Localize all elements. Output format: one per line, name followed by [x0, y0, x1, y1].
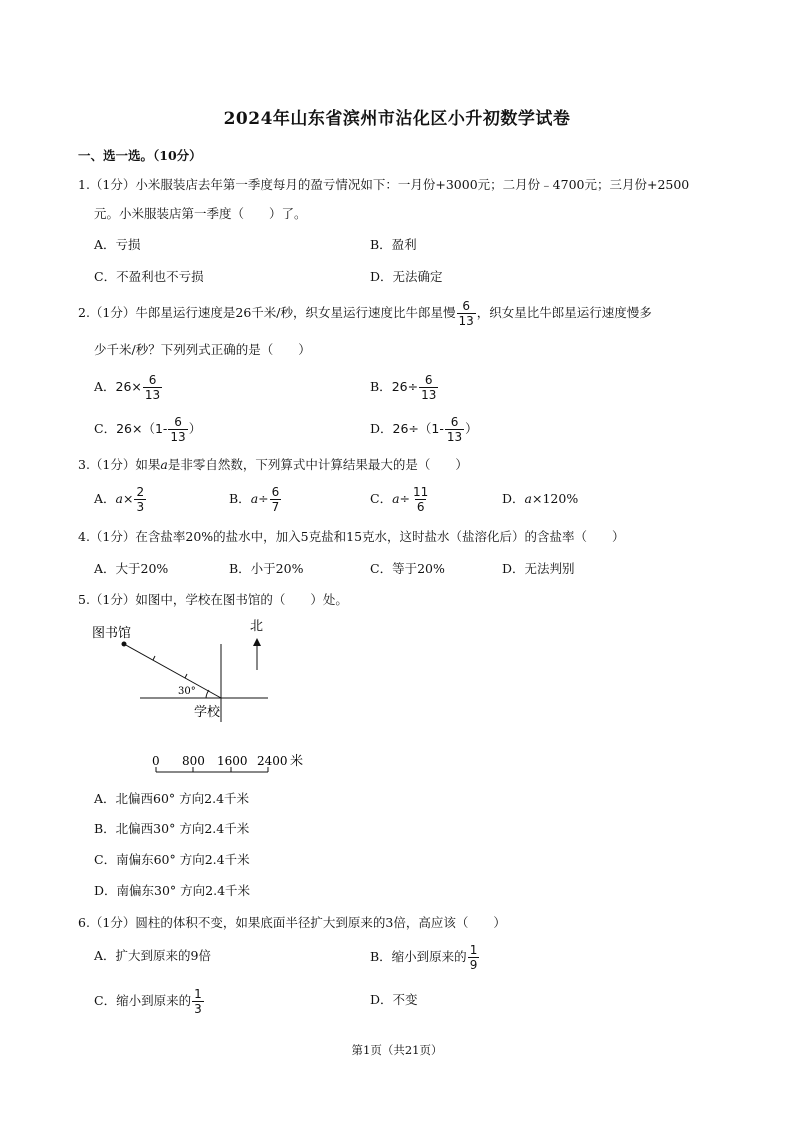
scale-label-1600: 1600	[217, 754, 248, 768]
fraction-numerator: 1	[469, 943, 478, 957]
close-paren: ）	[465, 421, 478, 436]
fraction-denominator: 9	[469, 958, 478, 972]
fraction-denominator: 13	[446, 430, 463, 444]
option-variable: a	[115, 491, 123, 506]
question-1-text-cont: 元。小米服装店第一季度（ ）了。	[94, 206, 307, 221]
distance-tick	[153, 656, 155, 660]
option-fraction	[143, 373, 162, 402]
library-school-line	[124, 644, 221, 698]
question-6-text: 6.（1分）圆柱的体积不变，如果底面半径扩大到原来的3倍，高应该（ ）	[78, 915, 506, 930]
option-text: B．缩小到原来的	[370, 949, 467, 964]
q4-option-a[interactable]: A．大于20%	[94, 561, 169, 576]
option-operator: ×120%	[531, 491, 579, 506]
q1-option-c[interactable]: C．不盈利也不亏损	[94, 269, 204, 284]
fraction-denominator: 7	[271, 500, 280, 514]
fraction-numerator: 6	[271, 485, 280, 499]
option-label: B．	[229, 491, 251, 506]
question-4-text: 4.（1分）在含盐率20%的盐水中，加入5克盐和15克水，这时盐水（盐溶化后）的含盐率（ ）	[78, 529, 625, 544]
option-label: A．	[94, 491, 116, 506]
fraction-denominator: 13	[144, 388, 161, 402]
option-label: D．	[502, 491, 525, 506]
page-footer: 第1页（共21页）	[351, 1043, 443, 1057]
option-variable: a	[392, 491, 400, 506]
scale-label-0: 0	[152, 754, 160, 768]
q3-variable: a	[160, 457, 168, 472]
q1-option-b[interactable]: B．盈利	[370, 237, 417, 252]
option-fraction	[468, 943, 480, 972]
fraction-numerator: 1	[194, 987, 202, 1001]
fraction-numerator: 6	[450, 415, 459, 429]
q6-option-b[interactable]	[370, 942, 480, 972]
option-operator: ÷	[258, 491, 269, 506]
q3-text-b: 是非零自然数，下列算式中计算结果最大的是（ ）	[167, 457, 468, 472]
q2-option-d[interactable]	[370, 414, 478, 444]
option-label: C．	[94, 421, 117, 436]
q2-text-a: 2.（1分）牛郎星运行速度是26千米/秒，织女星运行速度比牛郎星慢	[78, 305, 456, 320]
option-fraction	[411, 485, 430, 514]
close-paren: ）	[188, 421, 202, 436]
q2-option-b[interactable]	[370, 372, 439, 402]
q5-option-a[interactable]: A．北偏西60° 方向2.4千米	[94, 791, 250, 806]
fraction-denominator: 13	[458, 314, 474, 328]
q2-option-a[interactable]	[94, 372, 163, 402]
fraction-numerator: 6	[424, 373, 433, 387]
q2-option-c[interactable]	[94, 414, 201, 444]
q3-option-c[interactable]	[370, 484, 431, 514]
question-5-text: 5.（1分）如图中，学校在图书馆的（ ）处。	[78, 592, 348, 607]
q3-option-d[interactable]	[502, 489, 578, 509]
north-label: 北	[250, 619, 264, 634]
q6-option-d[interactable]: D．不变	[370, 992, 418, 1007]
q3-text-a: 3.（1分）如果	[78, 457, 161, 472]
option-label: D．	[370, 421, 393, 436]
q2-fraction	[457, 299, 476, 328]
fraction-denominator: 6	[416, 500, 425, 514]
question-2-text	[78, 298, 652, 328]
school-label: 学校	[194, 705, 221, 720]
option-expression: 26÷	[391, 379, 419, 394]
question-2-text-cont: 少千米/秒？下列列式正确的是（ ）	[94, 342, 311, 357]
q4-option-b[interactable]: B．小于20%	[229, 561, 304, 576]
section-heading: 一、选一选。（10分）	[78, 148, 202, 163]
q1-option-d[interactable]: D．无法确定	[370, 269, 443, 284]
q1-option-a[interactable]: A．亏损	[94, 237, 141, 252]
distance-tick	[185, 674, 187, 678]
page-title: 2024年山东省滨州市沾化区小升初数学试卷	[223, 109, 571, 129]
option-fraction	[134, 485, 146, 514]
question-3-text	[78, 455, 468, 475]
option-fraction	[168, 415, 187, 444]
scale-unit: 米	[290, 754, 304, 769]
scale-label-2400: 2400	[257, 754, 288, 768]
option-fraction	[192, 987, 204, 1016]
option-fraction	[445, 415, 464, 444]
option-variable: a	[250, 491, 259, 506]
option-expression: 26×（1-	[116, 421, 168, 436]
q3-option-a[interactable]	[94, 484, 147, 514]
q5-option-d[interactable]: D．南偏东30° 方向2.4千米	[94, 883, 251, 898]
north-arrow-icon	[253, 638, 261, 646]
q4-option-d[interactable]: D．无法判别	[502, 561, 575, 576]
direction-map-figure	[84, 612, 324, 782]
option-variable: a	[524, 491, 532, 506]
option-expression: 26×	[115, 379, 142, 394]
angle-label: 30°	[178, 686, 196, 697]
fraction-denominator: 3	[194, 1002, 202, 1016]
option-fraction	[270, 485, 282, 514]
angle-arc	[206, 690, 209, 698]
q2-text-b: ，织女星比牛郎星运行速度慢多	[476, 305, 652, 320]
q6-option-c[interactable]	[94, 986, 205, 1016]
q5-option-b[interactable]: B．北偏西30° 方向2.4千米	[94, 821, 250, 836]
question-1-text: 1.（1分）小米服装店去年第一季度每月的盈亏情况如下：一月份+3000元；二月份﹣4700元；三月份+2500	[78, 177, 690, 192]
q4-option-c[interactable]: C．等于20%	[370, 561, 445, 576]
fraction-numerator: 2	[136, 485, 145, 499]
scale-label-800: 800	[182, 754, 205, 768]
fraction-numerator: 11	[413, 485, 429, 499]
option-fraction	[419, 373, 438, 402]
q3-option-b[interactable]	[229, 484, 282, 514]
q6-option-a[interactable]: A．扩大到原来的9倍	[94, 948, 211, 963]
option-label: A．	[94, 379, 116, 394]
q5-option-c[interactable]: C．南偏东60° 方向2.4千米	[94, 852, 250, 867]
option-text: C．缩小到原来的	[94, 993, 192, 1008]
fraction-numerator: 6	[148, 373, 157, 387]
option-label: B．	[370, 379, 392, 394]
option-operator: ×	[122, 491, 134, 506]
fraction-denominator: 13	[421, 388, 437, 402]
option-operator: ÷	[399, 491, 411, 506]
fraction-numerator: 6	[174, 415, 182, 429]
fraction-numerator: 6	[462, 299, 470, 313]
fraction-denominator: 13	[170, 430, 186, 444]
library-label: 图书馆	[92, 626, 132, 641]
option-label: C．	[370, 491, 393, 506]
fraction-denominator: 3	[136, 500, 145, 514]
option-expression: 26÷（1-	[392, 421, 444, 436]
